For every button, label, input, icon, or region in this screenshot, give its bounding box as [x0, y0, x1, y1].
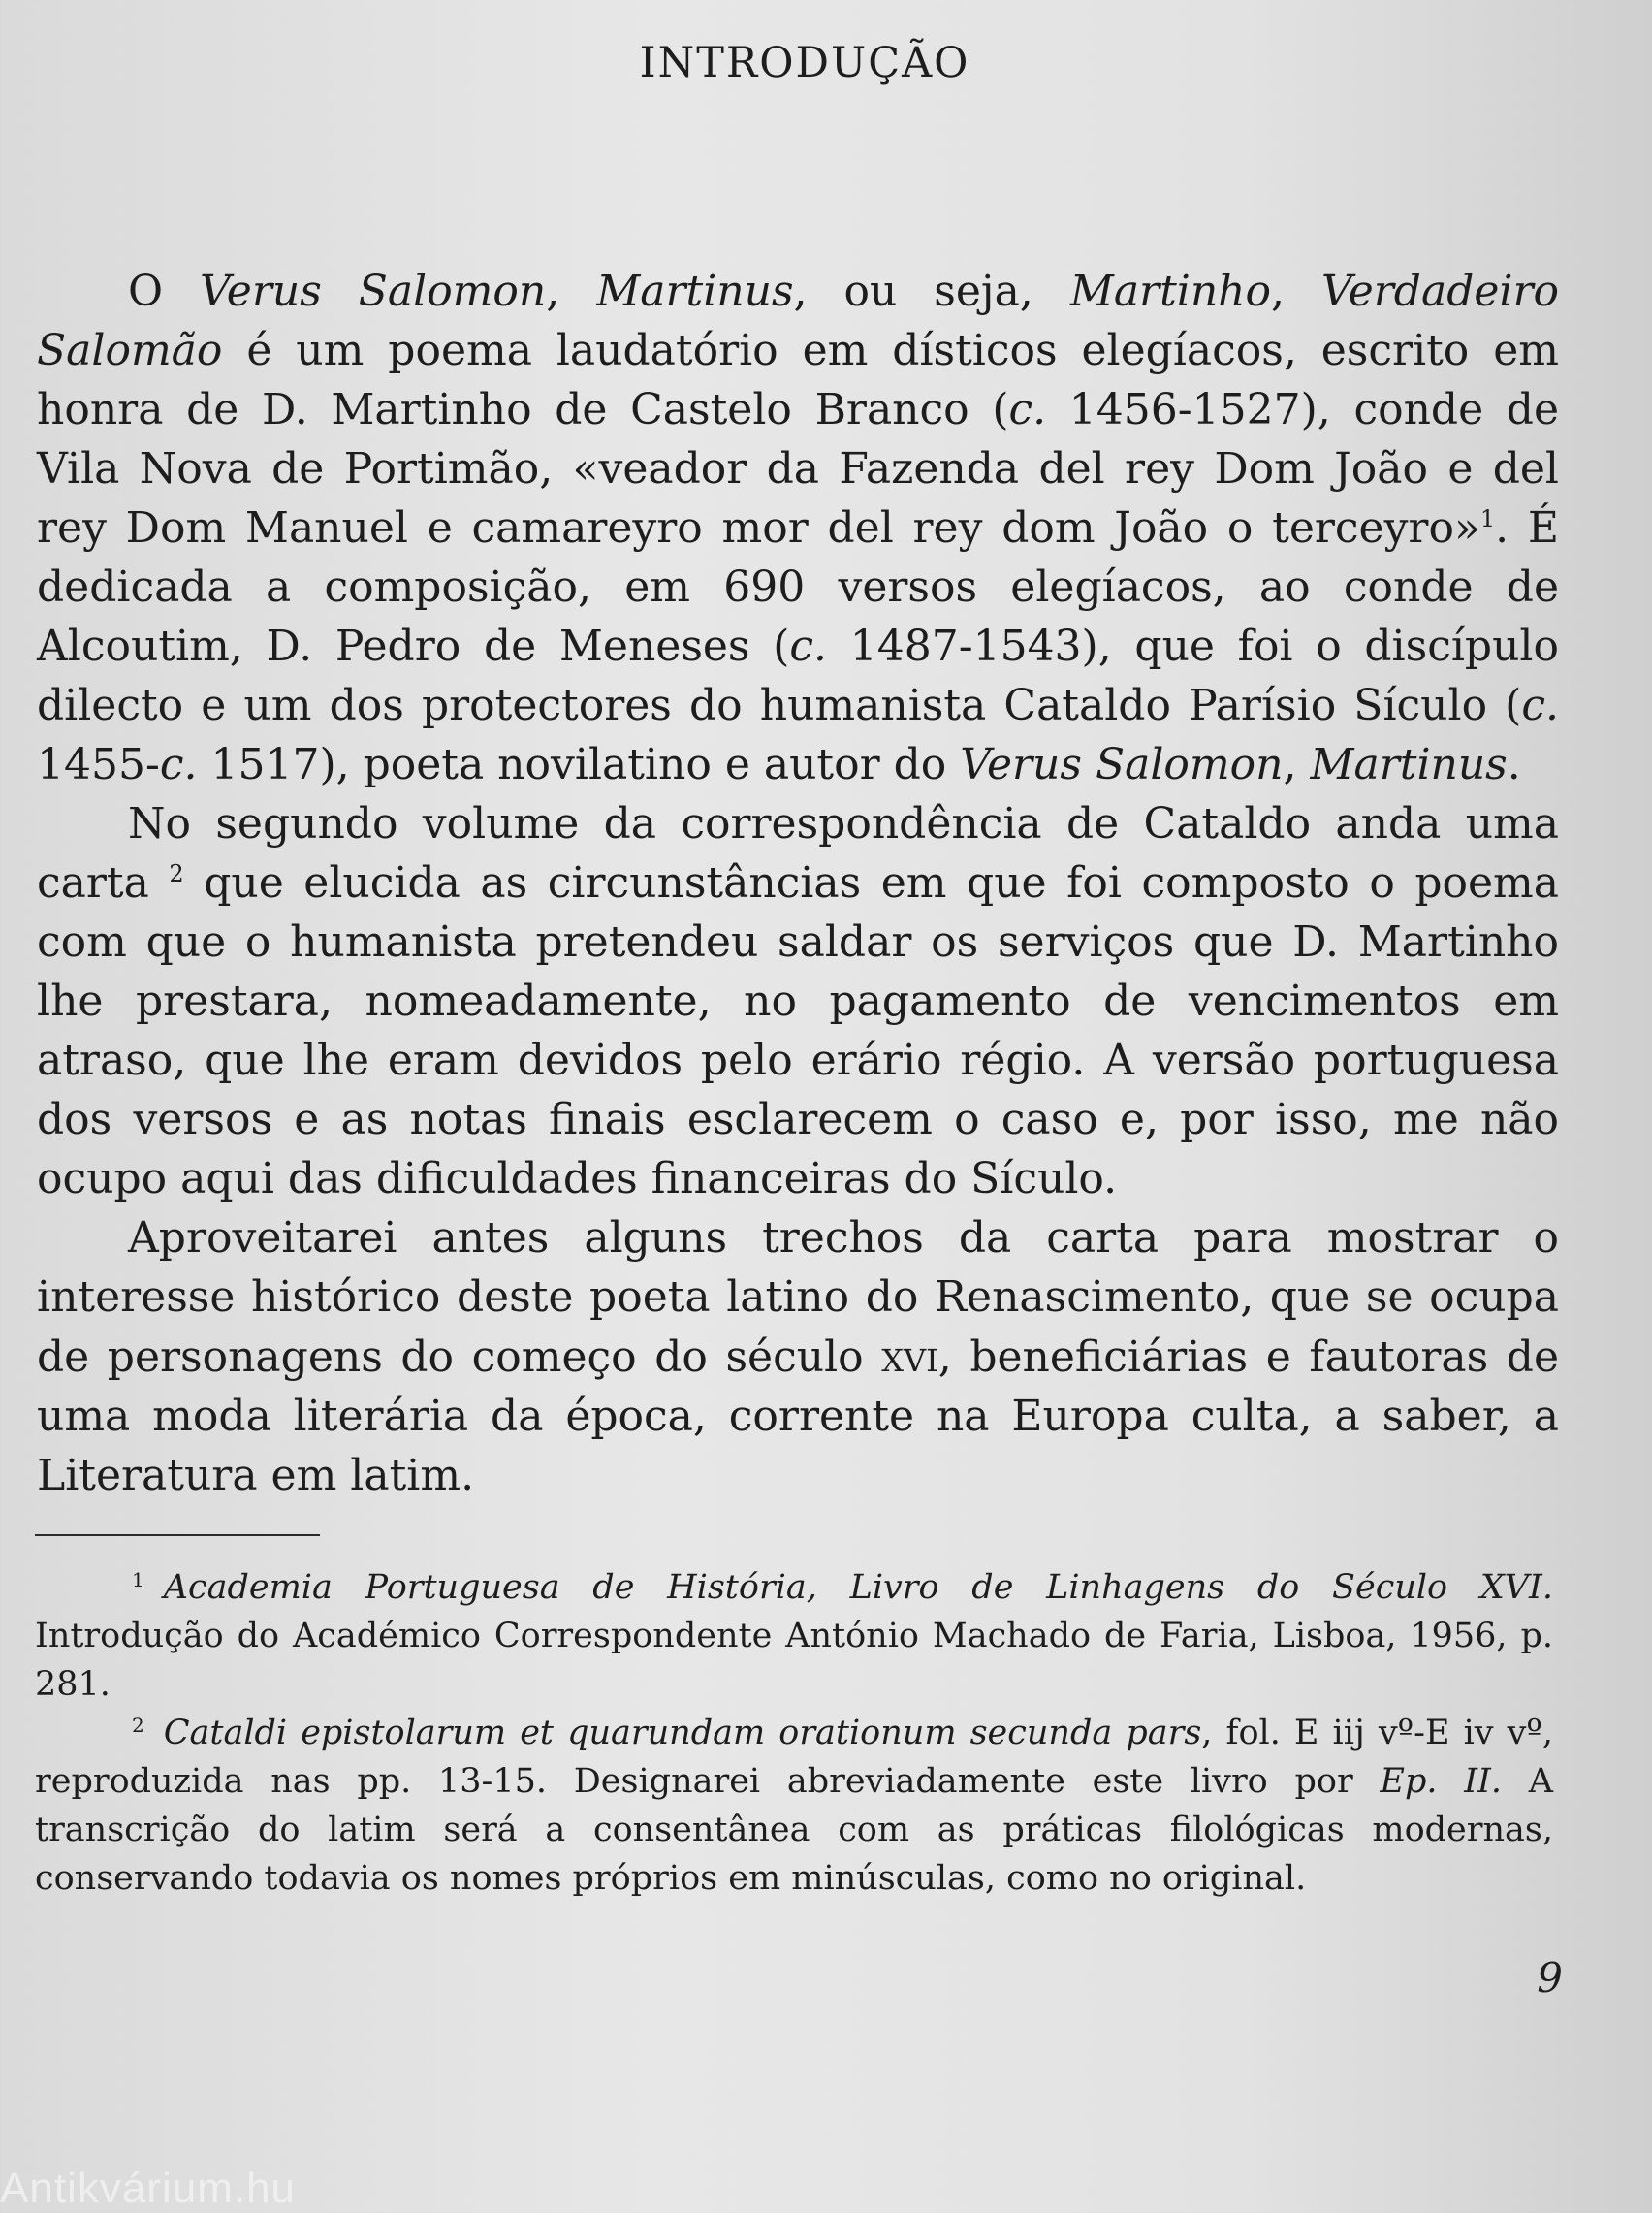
footnote-reference: 2 [169, 860, 184, 887]
italic-text: c. [789, 622, 828, 671]
italic-text: Martinus [1310, 740, 1508, 789]
text-run: , beneficiárias e fautoras de uma moda literária da época, corrente na Europa culta, a saber, a Literatura em latim. [37, 1332, 1559, 1500]
italic-text: c. [159, 740, 198, 789]
footnote [35, 1709, 1553, 1903]
text-run: . [1507, 740, 1521, 789]
footnote-divider [35, 1534, 320, 1536]
text-run: 1456-1527), conde de Vila Nova de Portimão, «veador da Fazenda del rey Dom João e del rey Dom Manuel e camareyro mor del rey dom João o terceyro» [37, 385, 1559, 553]
italic-text: Martinus [596, 267, 794, 316]
text-run: . É dedicada a composição, em 690 versos elegíacos, ao conde de Alcoutim, D. Pedro de Meneses ( [37, 503, 1560, 671]
text-run: , fol. E iij vº-E iv vº, reproduzida nas pp. 13-15. Designarei abreviadamente este livro por [35, 1714, 1553, 1801]
footnote-number: 1 [132, 1568, 144, 1591]
paragraph [37, 794, 1559, 1208]
text-run: , [1271, 267, 1321, 316]
page-number: 9 [1537, 1954, 1563, 2002]
text-run: No segundo volume da correspondência de Cataldo anda uma carta [37, 799, 1559, 908]
text-run: 1517), poeta novilatino e autor do [197, 740, 961, 789]
text-run: é um poema laudatório em dísticos elegíacos, escrito em honra de D. Martinho de Castelo Branco ( [37, 326, 1559, 434]
text-run: que elucida as circunstâncias em que foi composto o poema com que o humanista pretendeu saldar os serviços que D. Martinho lhe prestara, nomeadamente, no pagamento de vencimentos em atraso, que lhe eram devidos pelo erário régio. A versão portuguesa dos versos e as notas finais esclarecem o caso e, por isso, me não ocupo aqui das dificuldades financeiras do Sículo. [37, 858, 1560, 1203]
italic-text: Verdadeiro Salomão [37, 267, 1559, 375]
paragraph [37, 1208, 1559, 1505]
paragraph [37, 262, 1559, 794]
footnote-reference: 1 [1479, 505, 1496, 532]
italic-text: c. [1521, 681, 1559, 730]
footnote [35, 1563, 1553, 1709]
text-run: , [1283, 740, 1311, 789]
text-run: , [546, 267, 597, 316]
italic-text: Verus Salomon [200, 267, 547, 316]
text-run: 1455- [37, 740, 160, 789]
small-caps-text: xvi [881, 1330, 938, 1382]
text-run: A transcrição do latim será a consentânea com as práticas filológicas modernas, conservando todavia os nomes próprios em minúsculas, como no original. [35, 1762, 1554, 1898]
italic-text: Academia Portuguesa de História, Livro de Linhagens do Século XVI. [163, 1568, 1553, 1607]
italic-text: Verus Salomon [960, 740, 1284, 789]
text-run: Introdução do Académico Correspondente António Machado de Faria, Lisboa, 1956, p. 281. [35, 1617, 1553, 1704]
text-run: , ou seja, [793, 267, 1070, 316]
page-heading: INTRODUÇÃO [639, 39, 970, 87]
text-run: O [128, 267, 201, 316]
watermark-text: Antikvárium.hu [0, 2165, 297, 2212]
footnotes [35, 1563, 1553, 1903]
text-run: Aproveitarei antes alguns trechos da carta para mostrar o interesse histórico deste poeta latino do Renascimento, que se ocupa de personagens do começo do século [37, 1213, 1559, 1382]
italic-text: Cataldi epistolarum et quarundam orationum secunda pars [163, 1714, 1202, 1752]
body-text [37, 262, 1559, 1505]
italic-text: c. [1008, 385, 1047, 434]
text-run: 1487-1543), que foi o discípulo dilecto e um dos protectores do humanista Cataldo Parísio Sículo ( [37, 622, 1559, 730]
italic-text: Martinho [1069, 267, 1272, 316]
italic-text: Ep. II. [1380, 1762, 1502, 1801]
footnote-number: 2 [132, 1714, 144, 1737]
